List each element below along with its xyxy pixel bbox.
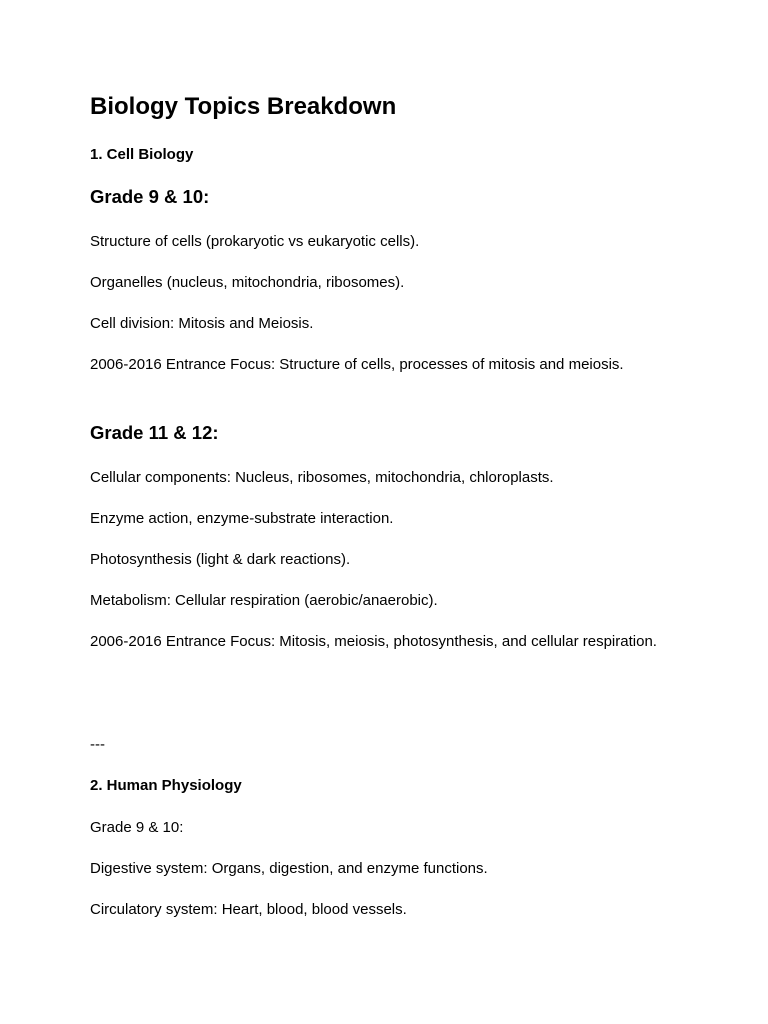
paragraph-cell-division: Cell division: Mitosis and Meiosis. xyxy=(90,315,314,332)
paragraph-metabolism: Metabolism: Cellular respiration (aerobic/anaerobic). xyxy=(90,592,438,609)
subheading-cell-grade-9-10: Grade 9 & 10: xyxy=(90,186,210,207)
paragraph-digestive-system: Digestive system: Organs, digestion, and enzyme functions. xyxy=(90,860,488,877)
subheading-cell-grade-11-12: Grade 11 & 12: xyxy=(90,422,219,443)
section-title-human-physiology: 2. Human Physiology xyxy=(90,777,242,794)
paragraph-photosynthesis: Photosynthesis (light & dark reactions). xyxy=(90,551,351,568)
paragraph-entrance-focus-9-10: 2006-2016 Entrance Focus: Structure of cells, processes of mitosis and meiosis. xyxy=(90,356,624,373)
paragraph-organelles: Organelles (nucleus, mitochondria, ribosomes). xyxy=(90,274,405,291)
section-title-cell-biology: 1. Cell Biology xyxy=(90,146,194,163)
paragraph-cell-structure: Structure of cells (prokaryotic vs eukaryotic cells). xyxy=(90,233,420,250)
paragraph-circulatory-system: Circulatory system: Heart, blood, blood vessels. xyxy=(90,901,407,918)
document-title: Biology Topics Breakdown xyxy=(90,93,397,120)
paragraph-entrance-focus-11-12: 2006-2016 Entrance Focus: Mitosis, meiosis, photosynthesis, and cellular respiration. xyxy=(90,633,657,650)
separator-line: --- xyxy=(90,736,105,753)
paragraph-cellular-components: Cellular components: Nucleus, ribosomes, mitochondria, chloroplasts. xyxy=(90,469,554,486)
paragraph-physiology-grade-9-10: Grade 9 & 10: xyxy=(90,819,184,836)
paragraph-enzyme-action: Enzyme action, enzyme-substrate interaction. xyxy=(90,510,394,527)
